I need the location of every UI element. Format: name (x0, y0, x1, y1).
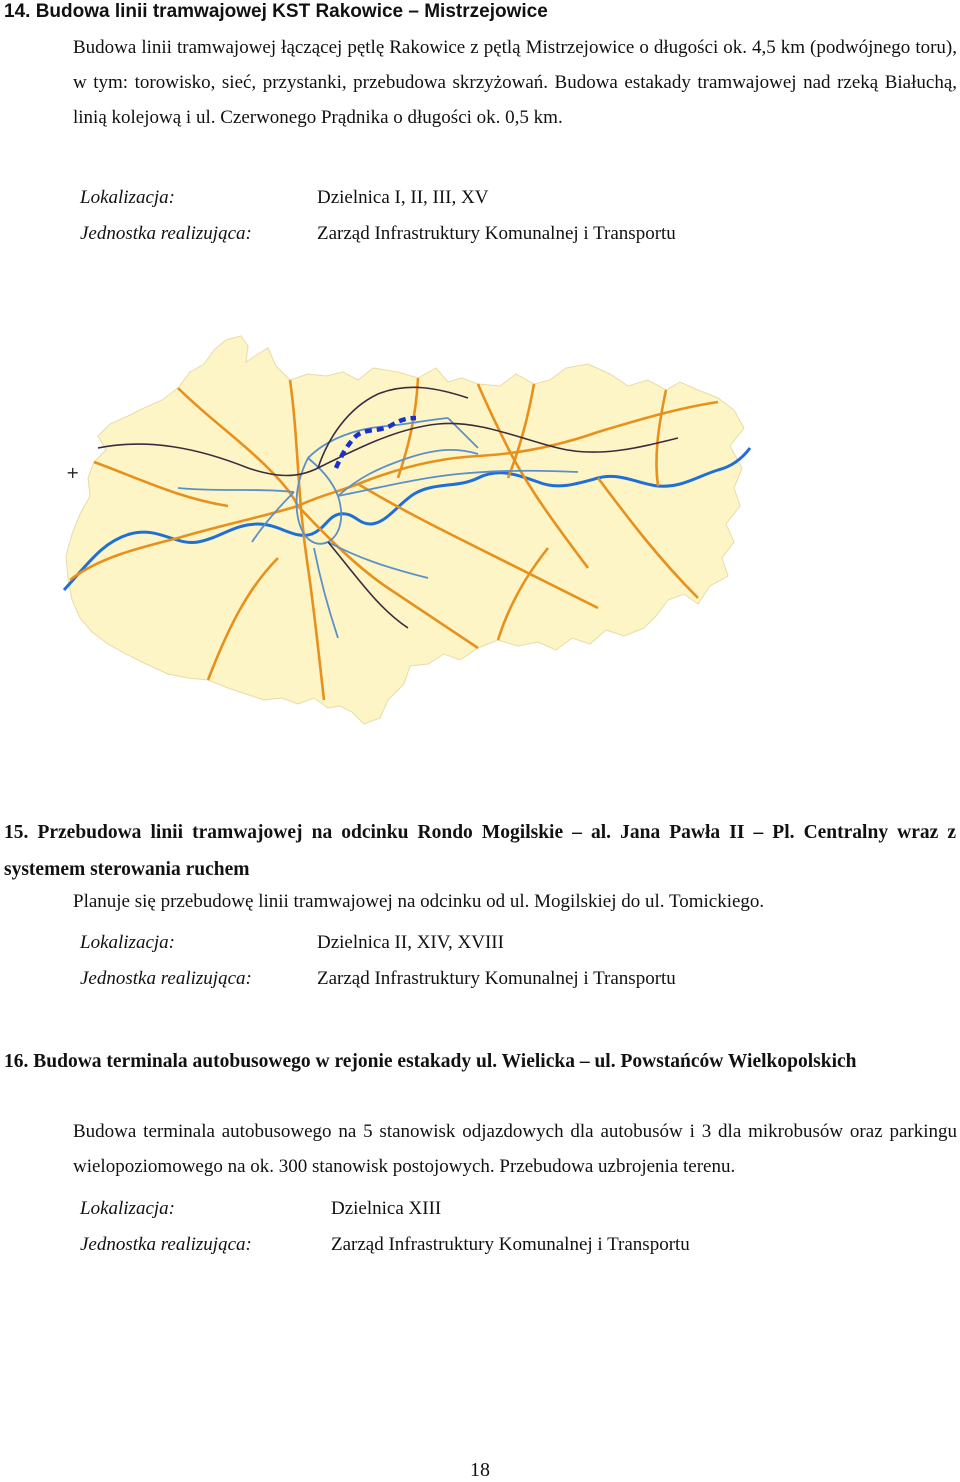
map-marker-symbol: + (66, 463, 80, 482)
section-14-unit-label: Jednostka realizująca: (80, 223, 252, 244)
section-15-paragraph: Planuje się przebudowę linii tramwajowej na odcinku od ul. Mogilskiej do ul. Tomickiego. (73, 891, 765, 912)
page-number: 18 (470, 1459, 490, 1481)
section-16-location-label: Lokalizacja: (80, 1198, 175, 1219)
section-16-unit-value: Zarząd Infrastruktury Komunalnej i Transportu (331, 1234, 690, 1255)
section-15-unit-value: Zarząd Infrastruktury Komunalnej i Transportu (317, 968, 676, 989)
city-area (66, 336, 744, 724)
section-14-heading: 14. Budowa linii tramwajowej KST Rakowice – Mistrzejowice (4, 1, 548, 22)
section-15-heading: 15. Przebudowa linii tramwajowej na odcinku Rondo Mogilskie – al. Jana Pawła II – Pl. Centralny wraz z systemem sterowania ruchem (4, 822, 956, 880)
tram-network-map (58, 328, 752, 733)
section-15-unit-label: Jednostka realizująca: (80, 968, 252, 989)
section-16-location-value: Dzielnica XIII (331, 1198, 442, 1219)
section-16-paragraph: Budowa terminala autobusowego na 5 stanowisk odjazdowych dla autobusów i 3 dla mikrobusów oraz parkingu wielopoziomowego na ok. 300 stanowisk postojowych. Przebudowa uzbrojenia terenu. (73, 1121, 957, 1177)
section-14-location-label: Lokalizacja: (80, 187, 175, 208)
section-14-paragraph: Budowa linii tramwajowej łączącej pętlę Rakowice z pętlą Mistrzejowice o długości ok. 4,5 km (podwójnego toru), w tym: torowisko, sieć, przystanki, przebudowa skrzyżowań. Budowa estakady tramwajowej nad rzeką Białuchą, linią kolejową i ul. Czerwonego Prądnika o długości ok. 0,5 km. (73, 37, 957, 128)
section-16-heading: 16. Budowa terminala autobusowego w rejonie estakady ul. Wielicka – ul. Powstańców Wielkopolskich (4, 1051, 857, 1072)
section-14-location-value: Dzielnica I, II, III, XV (317, 187, 489, 208)
section-16-unit-label: Jednostka realizująca: (80, 1234, 252, 1255)
section-14-unit-value: Zarząd Infrastruktury Komunalnej i Transportu (317, 223, 676, 244)
section-15-location-value: Dzielnica II, XIV, XVIII (317, 932, 504, 953)
section-15-location-label: Lokalizacja: (80, 932, 175, 953)
